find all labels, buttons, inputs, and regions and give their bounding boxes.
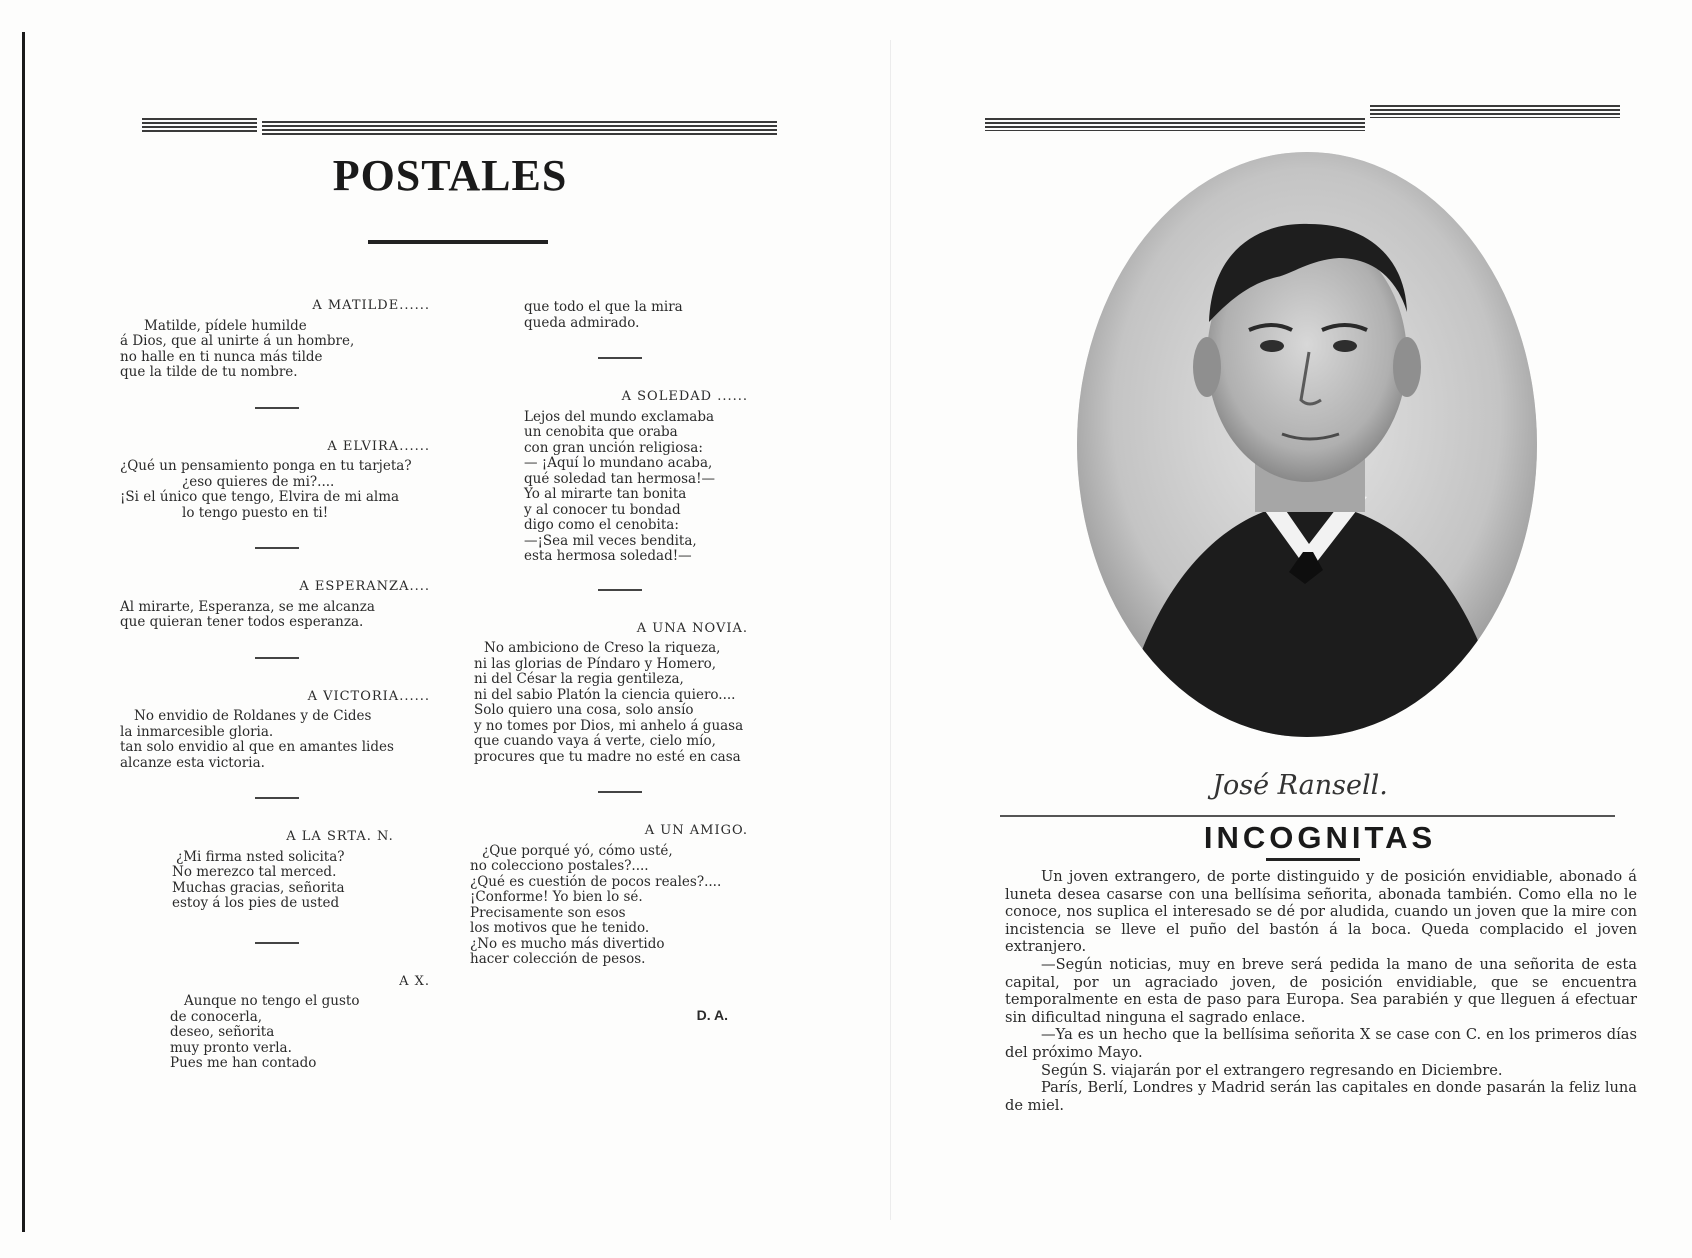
section-title-underline <box>1266 858 1360 861</box>
paragraph: —Ya es un hecho que la bellísima señorita X se case con C. en los primeros días del próximo Mayo. <box>1005 1026 1637 1061</box>
poem-line: ¿Qué un pensamiento ponga en tu tarjeta? <box>120 458 412 474</box>
poem-block <box>120 689 450 772</box>
poem-heading: A LA SRTA. N. <box>286 829 394 844</box>
poem-block <box>120 974 450 1072</box>
poem-line: tan solo envidio al que en amantes lides <box>120 739 394 755</box>
poem-line: que todo el que la mira <box>524 299 683 315</box>
poem-separator <box>255 407 299 409</box>
poem-separator <box>255 942 299 944</box>
paragraph: —Según noticias, muy en breve será pedida la mano de una señorita de esta capital, por un agraciado joven, de posición envidiable, que se encuentra temporalmente en esta de paso para Europa. Sea parabién y que lleguen á efectuar sin dificultad ninguna el sagrado enlace. <box>1005 955 1637 1026</box>
poem-line: ¿Qué es cuestión de pocos reales?.... <box>470 873 722 890</box>
poem-line: No envidio de Roldanes y de Cides <box>134 708 372 724</box>
poem-separator <box>598 357 642 359</box>
poem-heading: A ESPERANZA.... <box>299 579 430 594</box>
poem-line: ni del César la regia gentileza, <box>474 671 684 687</box>
poem-heading: A UN AMIGO. <box>644 823 748 838</box>
poem-column-left <box>120 298 450 1086</box>
incognitas-text <box>1005 868 1637 1114</box>
binding-edge <box>22 32 25 1232</box>
poem-block <box>120 298 450 381</box>
poem-line: lo tengo puesto en ti! <box>182 504 329 521</box>
poem-line: á Dios, que al unirte á un hombre, <box>120 333 355 349</box>
page-title: POSTALES <box>332 151 568 200</box>
poem-line: Precisamente son esos <box>470 904 626 921</box>
paragraph: Un joven extrangero, de porte distinguido y de posición envidiable, abonado á luneta desea casarse con una bellísima señorita, abonada también. Como ella no le conoce, nos suplica el interesado se dé por aludida, cuando un joven que la mire con incistencia se lleve el puño del bastón á la boca. Queda complacido el joven extranjero. <box>1005 868 1637 956</box>
poem-heading: A ELVIRA...... <box>327 438 430 454</box>
poem-line: un cenobita que oraba <box>524 424 678 440</box>
poem-line: qué soledad tan hermosa!— <box>524 470 716 487</box>
signature-rule <box>1000 815 1615 817</box>
poem-block <box>458 823 768 968</box>
poem-separator <box>255 547 299 549</box>
poem-block <box>120 829 450 912</box>
poem-block <box>120 579 450 631</box>
paragraph: París, Berlí, Londres y Madrid serán las capitales en donde pasarán la feliz luna de miel. <box>1005 1079 1637 1114</box>
poem-line: No merezco tal merced. <box>172 864 337 880</box>
poem-line: la inmarcesible gloria. <box>120 723 274 740</box>
poem-block <box>458 300 768 331</box>
poem-line: ¡Si el único que tengo, Elvira de mi alma <box>120 489 400 505</box>
poem-line: Al mirarte, Esperanza, se me alcanza <box>120 598 375 615</box>
header-rule-right-page-a <box>985 118 1365 131</box>
poem-line: ni las glorias de Píndaro y Homero, <box>474 655 717 672</box>
poem-heading: A VICTORIA...... <box>307 688 430 704</box>
poem-line: —¡Sea mil veces bendita, <box>524 532 697 549</box>
poem-line: Matilde, pídele humilde <box>144 317 307 334</box>
poem-separator <box>598 791 642 793</box>
poem-line: Aunque no tengo el gusto <box>184 993 360 1009</box>
author-initials: D. A. <box>696 1006 728 1023</box>
poem-line: No ambiciono de Creso la riqueza, <box>484 640 721 656</box>
poem-line: ¿eso quieres de mi?.... <box>182 473 335 490</box>
poem-line: y al conocer tu bondad <box>524 501 681 518</box>
poem-separator <box>598 589 642 591</box>
poem-line: queda admirado. <box>524 314 640 331</box>
poem-line: con gran unción religiosa: <box>524 439 703 456</box>
section-title: INCOGNITAS <box>1203 820 1437 855</box>
poem-block <box>458 621 768 766</box>
poem-line: alcanze esta victoria. <box>120 754 265 771</box>
poem-line: digo como el cenobita: <box>524 517 679 533</box>
poem-line: ¿No es mucho más divertido <box>470 935 665 952</box>
poem-line: que quieran tener todos esperanza. <box>120 614 364 630</box>
poem-line: de conocerla, <box>170 1008 263 1025</box>
poem-column-right <box>458 300 768 1023</box>
header-rule-left <box>142 118 257 132</box>
poem-heading: A MATILDE...... <box>312 298 430 313</box>
poem-block <box>120 439 450 522</box>
poem-line: los motivos que he tenido. <box>470 920 650 936</box>
poem-line: ¿Mi firma nsted solicita? <box>176 848 345 865</box>
poem-line: Muchas gracias, señorita <box>172 879 345 896</box>
title-underline <box>368 240 548 244</box>
poem-line: Pues me han contado <box>170 1055 317 1071</box>
poem-line: ¿Que porqué yó, cómo usté, <box>482 842 673 859</box>
poem-line: estoy á los pies de usted <box>172 895 340 911</box>
poem-line: hacer colección de pesos. <box>470 951 646 967</box>
header-rule-right-page-b <box>1370 105 1620 118</box>
poem-line: que la tilde de tu nombre. <box>120 364 298 380</box>
poem-line: que cuando vaya á verte, cielo mío, <box>474 733 716 749</box>
poem-line: deseo, señorita <box>170 1024 275 1040</box>
portrait-photo <box>1077 152 1537 737</box>
paragraph: Según S. viajarán por el extrangero regresando en Diciembre. <box>1041 1061 1503 1079</box>
poem-heading: A X. <box>399 973 430 989</box>
poem-heading: A UNA NOVIA. <box>636 620 748 636</box>
poem-line: no halle en ti nunca más tilde <box>120 348 323 365</box>
poem-line: Solo quiero una cosa, solo ansío <box>474 702 694 718</box>
poem-line: muy pronto verla. <box>170 1039 292 1056</box>
poem-line: procures que tu madre no esté en casa <box>474 748 741 765</box>
poem-block <box>458 389 768 565</box>
poem-line: ¡Conforme! Yo bien lo sé. <box>470 889 643 905</box>
page-fold <box>890 40 891 1220</box>
poem-line: ni del sabio Platón la ciencia quiero.... <box>474 686 736 703</box>
poem-line: no colecciono postales?.... <box>470 858 649 874</box>
header-rule-right <box>262 121 777 135</box>
poem-line: y no tomes por Dios, mi anhelo á guasa <box>474 717 744 734</box>
poem-line: esta hermosa soledad!— <box>524 548 692 564</box>
poem-line: — ¡Aquí lo mundano acaba, <box>524 455 713 471</box>
portrait-signature: José Ransell. <box>1212 770 1388 801</box>
poem-line: Yo al mirarte tan bonita <box>524 486 687 502</box>
poem-heading: A SOLEDAD ...... <box>621 389 748 404</box>
poem-separator <box>255 797 299 799</box>
poem-line: Lejos del mundo exclamaba <box>524 408 715 425</box>
poem-separator <box>255 657 299 659</box>
